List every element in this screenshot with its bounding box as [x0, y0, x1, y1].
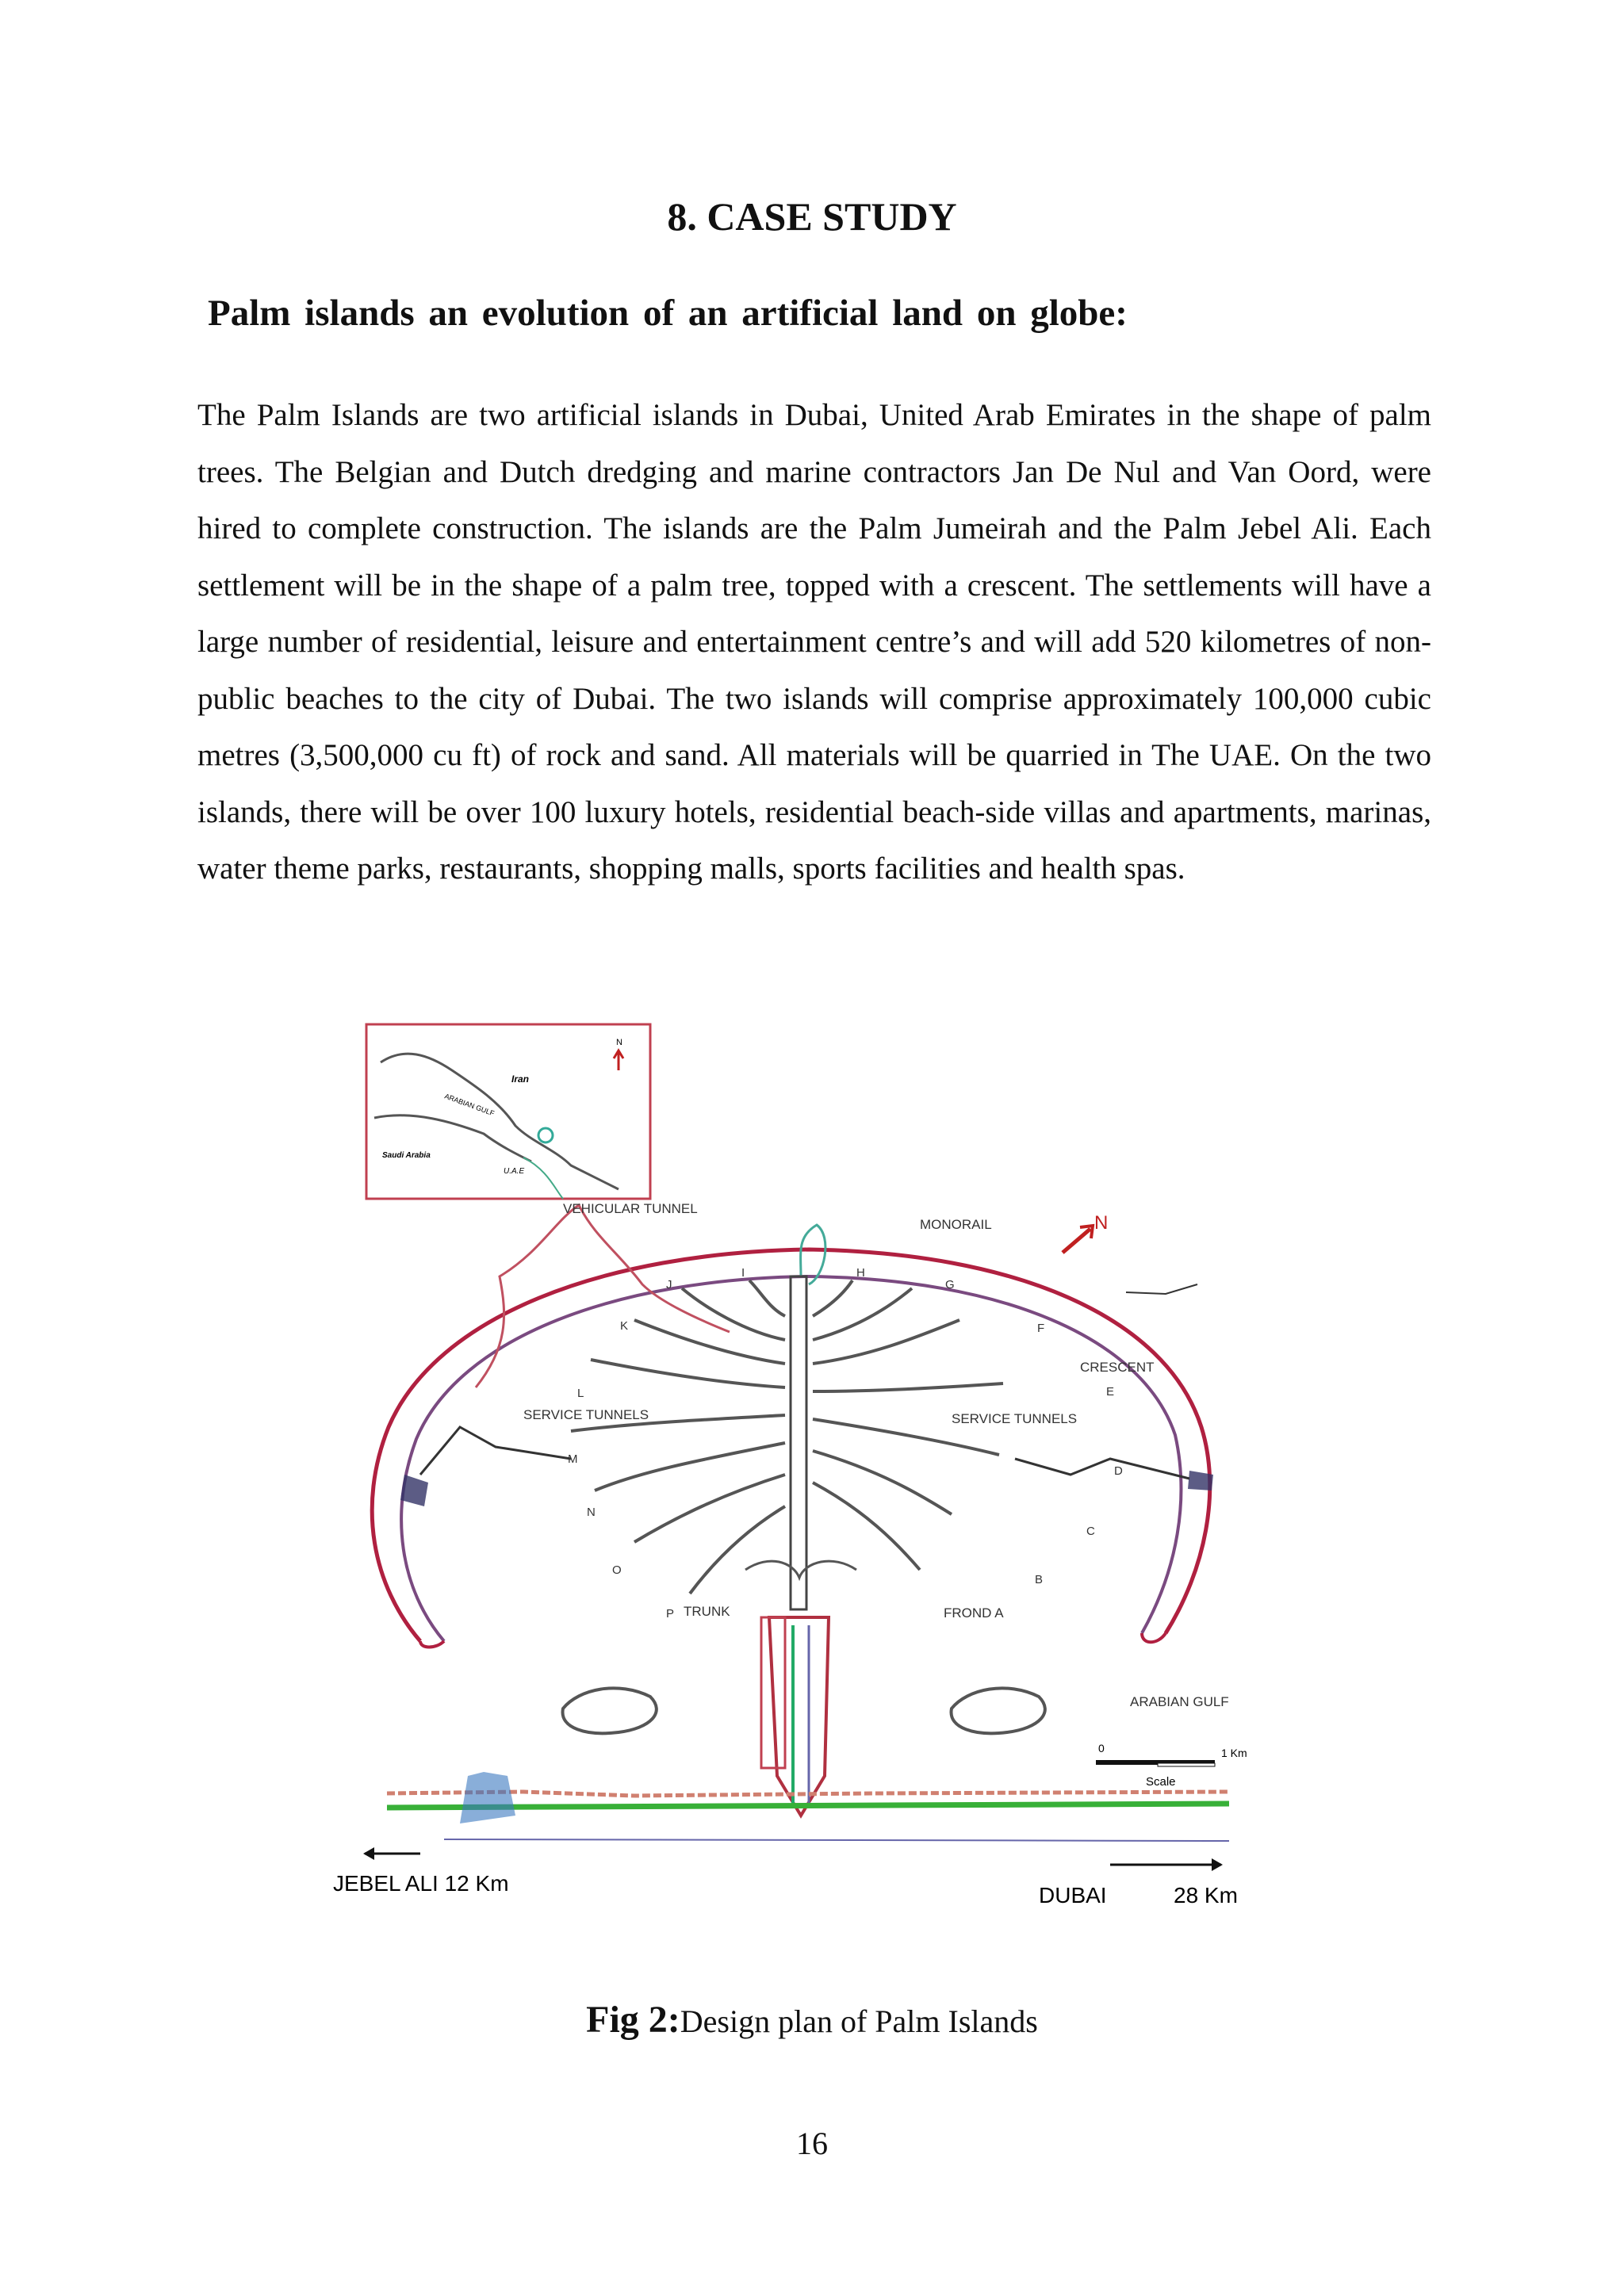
- scale-bar: [1096, 1742, 1247, 1789]
- page-number: 16: [796, 2126, 828, 2161]
- frond-letter-n: N: [587, 1506, 596, 1519]
- frond-letter-k: K: [620, 1319, 629, 1333]
- palm-trunk: [745, 1276, 856, 1816]
- dubai-label: DUBAI: [1039, 1883, 1107, 1908]
- crescent-label: CRESCENT: [1080, 1360, 1155, 1375]
- frond-letter-l: L: [577, 1387, 584, 1400]
- north-arrow-icon: [1063, 1212, 1108, 1253]
- frond-letters: [568, 1266, 1123, 1621]
- arabian-gulf-label: ARABIAN GULF: [1130, 1694, 1229, 1709]
- figure-caption-label: Fig 2:: [586, 1999, 680, 2041]
- frond-letter-m: M: [568, 1452, 578, 1466]
- service-tunnels-right-label: SERVICE TUNNELS: [952, 1411, 1078, 1426]
- fronds-left: [571, 1280, 785, 1594]
- service-tunnel-left-line: [420, 1427, 571, 1475]
- figure-caption-text: Design plan of Palm Islands: [680, 2003, 1038, 2039]
- dubai-distance-label: 28 Km: [1174, 1883, 1238, 1908]
- dubai-direction: [1039, 1858, 1238, 1908]
- crescent-leader-line: [1126, 1284, 1197, 1294]
- scale-zero-label: 0: [1098, 1742, 1105, 1755]
- subsection-heading: Palm islands an evolution of an artificial land on globe:: [208, 293, 1128, 334]
- frond-a-label: FROND A: [944, 1605, 1004, 1621]
- inset-map: [366, 1024, 650, 1199]
- frond-letter-c: C: [1086, 1525, 1095, 1538]
- body-paragraph: The Palm Islands are two artificial islands in Dubai, United Arab Emirates in the shape of palm trees. The Belgian and Dutch dredging and marine contractors Jan De Nul and Van Oord, were hired to complete construction. The islands are the Palm Jumeirah and the Palm Jebel Ali. Each settlement will be in the shape of a palm tree, topped with a crescent. The settlements will have a large number of residential, leisure and entertainment centre’s and will add 520 kilometres of non-public beaches to the city of Dubai. The two islands will comprise approximately 100,000 cubic metres (3,500,000 cu ft) of rock and sand. All materials will be quarried in The UAE. On the two islands, there will be over 100 luxury hotels, residential beach-side villas and apartments, marinas, water theme parks, restaurants, shopping malls, sports facilities and health spas.: [197, 398, 1431, 886]
- service-tunnel-right-line: [1015, 1459, 1189, 1479]
- island-right: [952, 1688, 1045, 1733]
- jebel-ali-direction: [333, 1847, 509, 1896]
- jebel-ali-label: JEBEL ALI 12 Km: [333, 1871, 509, 1896]
- frond-letter-d: D: [1114, 1464, 1123, 1478]
- figure-caption: [0, 1998, 1624, 2042]
- service-tunnels-left-label: SERVICE TUNNELS: [523, 1407, 649, 1422]
- frond-letter-h: H: [856, 1266, 865, 1280]
- trunk-label: TRUNK: [684, 1604, 730, 1619]
- vehicular-tunnel-label: VEHICULAR TUNNEL: [563, 1201, 698, 1216]
- scale-label: Scale: [1146, 1775, 1176, 1789]
- island-left: [563, 1688, 657, 1733]
- scale-one-km-label: 1 Km: [1221, 1747, 1247, 1759]
- frond-letter-p: P: [666, 1607, 675, 1621]
- frond-letter-e: E: [1106, 1385, 1115, 1399]
- inset-saudi-label: Saudi Arabia: [382, 1151, 431, 1160]
- monorail-label: MONORAIL: [920, 1217, 992, 1232]
- inset-iran-label: Iran: [511, 1073, 530, 1085]
- frond-letter-j: J: [666, 1278, 672, 1292]
- frond-letter-g: G: [945, 1278, 955, 1292]
- frond-letter-o: O: [612, 1563, 622, 1577]
- inset-north-label: N: [616, 1038, 622, 1047]
- palm-islands-design-plan-figure: [317, 1015, 1307, 1934]
- section-heading: 8. CASE STUDY: [667, 194, 957, 239]
- frond-letter-f: F: [1037, 1322, 1045, 1335]
- inset-uae-label: U.A.E: [504, 1167, 525, 1176]
- frond-letter-b: B: [1035, 1573, 1044, 1586]
- north-arrow-label: N: [1094, 1212, 1109, 1234]
- frond-letter-i: I: [741, 1266, 745, 1280]
- inset-gulf-label: ARABIAN GULF: [443, 1092, 496, 1118]
